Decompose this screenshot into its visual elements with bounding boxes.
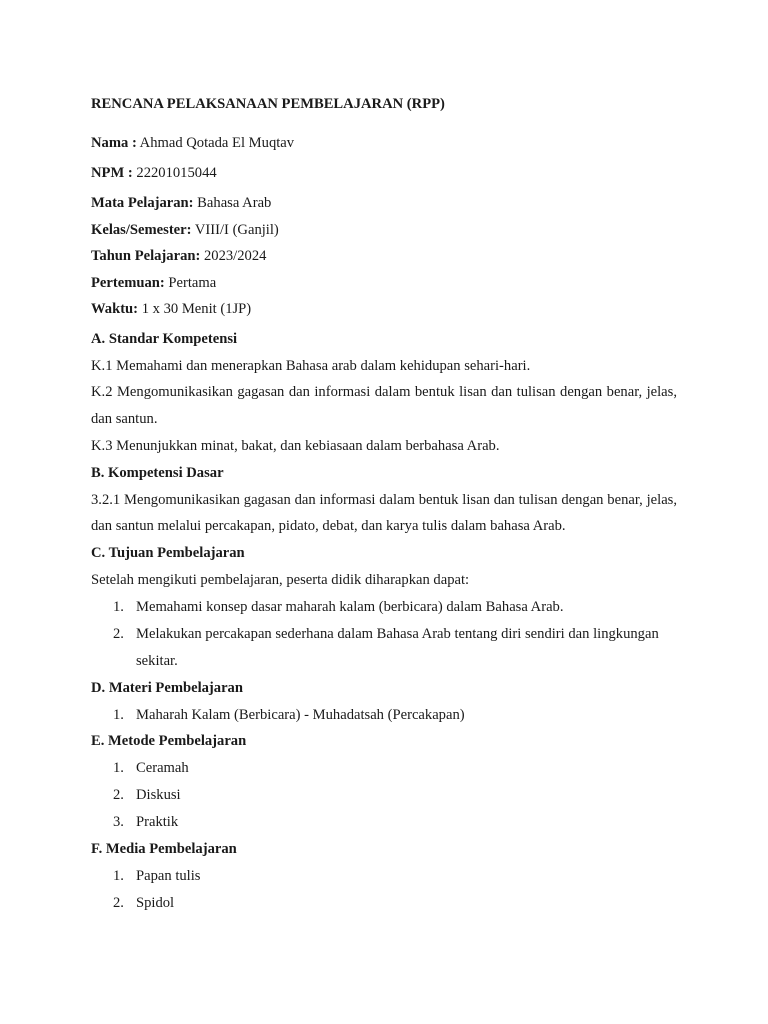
- pertemuan-field: [91, 273, 677, 293]
- list-number: 3.: [113, 814, 124, 831]
- list-item: [91, 755, 677, 782]
- list-text: Memahami konsep dasar maharah kalam (berbicara) dalam Bahasa Arab.: [136, 599, 564, 616]
- nama-value: Ahmad Qotada El Muqtav: [136, 135, 295, 151]
- info-value: Pertama: [164, 274, 217, 291]
- list-text: Maharah Kalam (Berbicara) - Muhadatsah (Percakapan): [136, 706, 465, 723]
- section-c-heading: C. Tujuan Pembelajaran: [91, 545, 245, 562]
- materi-list: [91, 702, 677, 729]
- section-d-heading: D. Materi Pembelajaran: [91, 679, 243, 696]
- list-number: 1.: [113, 706, 124, 723]
- standar-kompetensi-item: K.2 Mengomunikasikan gagasan dan informasi dalam bentuk lisan dan tulisan dengan benar, jelas, dan santun.: [91, 384, 677, 428]
- standar-kompetensi-item: K.1 Memahami dan menerapkan Bahasa arab dalam kehidupan sehari-hari.: [91, 357, 531, 374]
- section-e-heading: E. Metode Pembelajaran: [91, 733, 247, 750]
- list-item: [91, 621, 677, 675]
- info-value: 1 x 30 Menit (1JP): [138, 301, 252, 317]
- tujuan-list: [91, 594, 677, 674]
- npm-label: NPM :: [91, 165, 133, 181]
- tahun-pelajaran-field: [91, 246, 677, 266]
- document-title: RENCANA PELAKSANAAN PEMBELAJARAN (RPP): [91, 96, 445, 112]
- list-item: [91, 809, 677, 836]
- info-label: Pertemuan:: [91, 274, 165, 291]
- info-label: Waktu:: [91, 301, 139, 317]
- tujuan-intro: Setelah mengikuti pembelajaran, peserta didik diharapkan dapat:: [91, 572, 470, 589]
- list-text: Spidol: [136, 894, 175, 911]
- section-f-heading: F. Media Pembelajaran: [91, 840, 237, 857]
- kelas-semester-field: [91, 220, 677, 240]
- list-item: [91, 782, 677, 809]
- section-a-heading: A. Standar Kompetensi: [91, 330, 238, 347]
- kompetensi-dasar-text: 3.2.1 Mengomunikasikan gagasan dan informasi dalam bentuk lisan dan tulisan dengan benar, jelas, dan santun melalui percakapan, pidato, debat, dan karya tulis dalam bahasa Arab.: [91, 491, 677, 535]
- metode-list: [91, 755, 677, 835]
- nama-label: Nama :: [91, 135, 137, 151]
- info-label: Kelas/Semester:: [91, 221, 192, 238]
- list-item: [91, 594, 677, 621]
- list-item: [91, 702, 677, 729]
- list-item: [91, 890, 677, 917]
- mata-pelajaran-field: [91, 193, 677, 213]
- npm-field: [91, 163, 677, 183]
- list-text: Melakukan percakapan sederhana dalam Bahasa Arab tentang diri sendiri dan lingkungan sekitar.: [136, 626, 659, 669]
- media-list: [91, 863, 677, 917]
- list-number: 2.: [113, 626, 124, 643]
- list-number: 1.: [113, 599, 124, 616]
- waktu-field: [91, 299, 677, 319]
- list-number: 1.: [113, 760, 124, 777]
- nama-field: [91, 133, 677, 153]
- list-number: 2.: [113, 787, 124, 804]
- document-content: [91, 94, 677, 916]
- list-item: [91, 863, 677, 890]
- info-value: Bahasa Arab: [193, 195, 272, 211]
- info-value: VIII/I (Ganjil): [191, 221, 279, 238]
- list-text: Diskusi: [136, 787, 181, 804]
- list-number: 1.: [113, 867, 124, 884]
- section-b-heading: B. Kompetensi Dasar: [91, 464, 224, 481]
- info-value: 2023/2024: [200, 248, 267, 264]
- info-label: Tahun Pelajaran:: [91, 248, 201, 264]
- list-text: Praktik: [136, 814, 179, 831]
- standar-kompetensi-item: K.3 Menunjukkan minat, bakat, dan kebiasaan dalam berbahasa Arab.: [91, 437, 500, 454]
- list-text: Ceramah: [136, 760, 189, 777]
- info-label: Mata Pelajaran:: [91, 195, 194, 211]
- list-number: 2.: [113, 894, 124, 911]
- list-text: Papan tulis: [136, 867, 201, 884]
- npm-value: 22201015044: [132, 165, 217, 181]
